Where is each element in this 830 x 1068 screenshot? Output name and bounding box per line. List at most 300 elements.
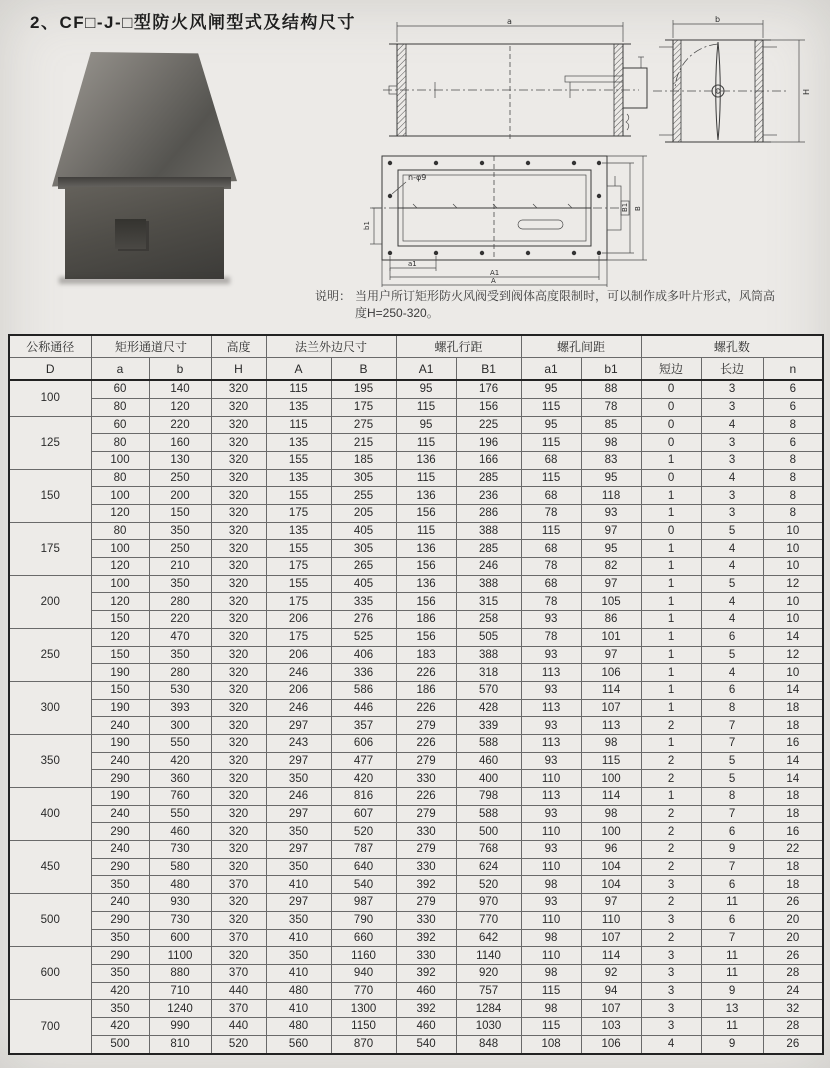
value-cell: 97 [581,522,641,540]
value-cell: 175 [331,398,396,416]
value-cell: 100 [91,487,149,505]
value-cell: 4 [701,558,763,576]
value-cell: 586 [331,681,396,699]
value-cell: 98 [581,734,641,752]
value-cell: 140 [149,380,211,398]
value-cell: 136 [396,487,456,505]
value-cell: 5 [701,770,763,788]
drawing-front-view [647,14,819,150]
value-cell: 1 [641,487,701,505]
value-cell: 2 [641,823,701,841]
value-cell: 3 [641,964,701,982]
value-cell: 186 [396,681,456,699]
table-row [9,734,823,752]
note-label: 说明： [315,289,352,303]
value-cell: 279 [396,841,456,859]
value-cell: 1100 [149,947,211,965]
value-cell: 96 [581,841,641,859]
value-cell: 320 [211,416,266,434]
value-cell: 392 [396,964,456,982]
svg-text:B: B [634,206,642,211]
value-cell: 1 [641,699,701,717]
value-cell: 18 [763,805,823,823]
diameter-cell: 450 [9,841,91,894]
value-cell: 150 [91,611,149,629]
table-row [9,505,823,523]
value-cell: 1240 [149,1000,211,1018]
value-cell: 606 [331,734,396,752]
value-cell: 6 [701,628,763,646]
value-cell: 115 [521,1017,581,1035]
value-cell: 114 [581,788,641,806]
value-cell: 297 [266,752,331,770]
svg-text:H: H [802,88,811,95]
value-cell: 250 [149,540,211,558]
drawing-flange-view [363,146,668,288]
value-cell: 350 [266,823,331,841]
value-cell: 279 [396,894,456,912]
value-cell: 18 [763,788,823,806]
value-cell: 155 [266,575,331,593]
table-row [9,911,823,929]
value-cell: 3 [701,434,763,452]
table-row [9,1035,823,1054]
value-cell: 115 [521,469,581,487]
value-cell: 320 [211,805,266,823]
value-cell: 120 [149,398,211,416]
value-cell: 200 [149,487,211,505]
value-cell: 115 [521,434,581,452]
value-cell: 315 [456,593,521,611]
value-cell: 1 [641,681,701,699]
table-row [9,628,823,646]
diameter-cell: 600 [9,947,91,1000]
value-cell: 83 [581,451,641,469]
table-row [9,593,823,611]
value-cell: 460 [149,823,211,841]
value-cell: 185 [331,451,396,469]
value-cell: 370 [211,964,266,982]
value-cell: 156 [456,398,521,416]
value-cell: 320 [211,575,266,593]
value-cell: 880 [149,964,211,982]
value-cell: 540 [396,1035,456,1054]
value-cell: 3 [701,398,763,416]
value-cell: 520 [456,876,521,894]
value-cell: 10 [763,593,823,611]
value-cell: 3 [641,1017,701,1035]
value-cell: 0 [641,416,701,434]
value-cell: 370 [211,929,266,947]
value-cell: 640 [331,858,396,876]
diameter-cell: 500 [9,894,91,947]
value-cell: 115 [266,416,331,434]
value-cell: 350 [91,929,149,947]
value-cell: 205 [331,505,396,523]
svg-text:a: a [507,17,512,26]
value-cell: 350 [149,646,211,664]
value-cell: 320 [211,505,266,523]
value-cell: 100 [91,540,149,558]
value-cell: 16 [763,823,823,841]
value-cell: 470 [149,628,211,646]
value-cell: 115 [521,398,581,416]
value-cell: 1 [641,734,701,752]
value-cell: 243 [266,734,331,752]
value-cell: 970 [456,894,521,912]
value-cell: 80 [91,469,149,487]
value-cell: 120 [91,505,149,523]
value-cell: 94 [581,982,641,1000]
value-cell: 10 [763,522,823,540]
svg-text:a1: a1 [408,260,417,268]
value-cell: 500 [91,1035,149,1054]
value-cell: 525 [331,628,396,646]
table-row [9,380,823,398]
value-cell: 115 [521,982,581,1000]
value-cell: 135 [266,434,331,452]
value-cell: 115 [396,434,456,452]
value-cell: 78 [521,505,581,523]
value-cell: 220 [149,611,211,629]
value-cell: 848 [456,1035,521,1054]
value-cell: 68 [521,487,581,505]
header-hole-count: 螺孔数 [641,335,823,358]
value-cell: 320 [211,681,266,699]
value-cell: 330 [396,770,456,788]
value-cell: 290 [91,858,149,876]
value-cell: 86 [581,611,641,629]
value-cell: 320 [211,858,266,876]
value-cell: 100 [91,451,149,469]
diameter-cell: 250 [9,628,91,681]
value-cell: 156 [396,505,456,523]
value-cell: 155 [266,540,331,558]
value-cell: 279 [396,717,456,735]
value-cell: 446 [331,699,396,717]
header-flange-size: 法兰外边尺寸 [266,335,396,358]
value-cell: 26 [763,894,823,912]
value-cell: 405 [331,522,396,540]
value-cell: 11 [701,1017,763,1035]
value-cell: 226 [396,734,456,752]
value-cell: 480 [266,982,331,1000]
table-row [9,805,823,823]
value-cell: 339 [456,717,521,735]
table-row [9,575,823,593]
value-cell: 18 [763,858,823,876]
value-cell: 330 [396,947,456,965]
value-cell: 305 [331,469,396,487]
value-cell: 624 [456,858,521,876]
value-cell: 1 [641,664,701,682]
dimension-a1 [390,256,436,271]
header-group-row [9,335,823,358]
value-cell: 115 [396,398,456,416]
table-row [9,487,823,505]
value-cell: 410 [266,964,331,982]
value-cell: 318 [456,664,521,682]
value-cell: 246 [266,699,331,717]
value-cell: 7 [701,858,763,876]
value-cell: 98 [521,929,581,947]
value-cell: 330 [396,823,456,841]
value-cell: 297 [266,805,331,823]
value-cell: 3 [641,1000,701,1018]
value-cell: 770 [331,982,396,1000]
value-cell: 93 [521,611,581,629]
value-cell: 320 [211,664,266,682]
value-cell: 392 [396,929,456,947]
value-cell: 20 [763,911,823,929]
value-cell: 320 [211,734,266,752]
value-cell: 580 [149,858,211,876]
value-cell: 0 [641,469,701,487]
value-cell: 286 [456,505,521,523]
value-cell: 190 [91,788,149,806]
value-cell: 350 [266,911,331,929]
value-cell: 5 [701,522,763,540]
page-title: 2、CF□-J-□型防火风闸型式及结构尺寸 [30,13,356,32]
value-cell: 6 [763,398,823,416]
value-cell: 93 [521,681,581,699]
value-cell: 1 [641,451,701,469]
header-D: D [9,358,91,381]
value-cell: 428 [456,699,521,717]
value-cell: 135 [266,398,331,416]
value-cell: 290 [91,823,149,841]
value-cell: 330 [396,911,456,929]
value-cell: 320 [211,788,266,806]
value-cell: 175 [266,593,331,611]
value-cell: 18 [763,876,823,894]
value-cell: 3 [701,487,763,505]
value-cell: 816 [331,788,396,806]
value-cell: 240 [91,717,149,735]
value-cell: 940 [331,964,396,982]
value-cell: 1 [641,788,701,806]
value-cell: 196 [456,434,521,452]
value-cell: 20 [763,929,823,947]
value-cell: 1 [641,646,701,664]
diameter-cell: 300 [9,681,91,734]
value-cell: 8 [763,416,823,434]
value-cell: 97 [581,646,641,664]
value-cell: 480 [149,876,211,894]
value-cell: 357 [331,717,396,735]
value-cell: 93 [521,805,581,823]
value-cell: 24 [763,982,823,1000]
header-b: b [149,358,211,381]
value-cell: 11 [701,894,763,912]
value-cell: 2 [641,929,701,947]
value-cell: 1030 [456,1017,521,1035]
value-cell: 388 [456,646,521,664]
value-cell: 275 [331,416,396,434]
note-line2: 度H=250-320。 [355,306,439,320]
value-cell: 16 [763,734,823,752]
value-cell: 68 [521,451,581,469]
value-cell: 300 [149,717,211,735]
value-cell: 210 [149,558,211,576]
svg-text:B1: B1 [621,202,629,212]
value-cell: 530 [149,681,211,699]
value-cell: 6 [763,434,823,452]
value-cell: 14 [763,752,823,770]
value-cell: 113 [521,664,581,682]
value-cell: 320 [211,823,266,841]
value-cell: 13 [701,1000,763,1018]
value-cell: 1 [641,505,701,523]
table-row [9,947,823,965]
value-cell: 26 [763,947,823,965]
table-row [9,929,823,947]
value-cell: 4 [701,469,763,487]
value-cell: 350 [91,876,149,894]
table-row [9,964,823,982]
value-cell: 393 [149,699,211,717]
value-cell: 320 [211,770,266,788]
value-cell: 246 [266,788,331,806]
value-cell: 320 [211,699,266,717]
value-cell: 642 [456,929,521,947]
value-cell: 760 [149,788,211,806]
photo-louver [115,219,146,249]
value-cell: 97 [581,894,641,912]
value-cell: 480 [266,1017,331,1035]
value-cell: 135 [266,469,331,487]
value-cell: 105 [581,593,641,611]
value-cell: 1300 [331,1000,396,1018]
header-a: a [91,358,149,381]
header-a1: a1 [521,358,581,381]
value-cell: 93 [521,717,581,735]
value-cell: 6 [701,911,763,929]
value-cell: 5 [701,575,763,593]
value-cell: 113 [521,734,581,752]
value-cell: 570 [456,681,521,699]
value-cell: 400 [456,770,521,788]
value-cell: 388 [456,575,521,593]
value-cell: 540 [331,876,396,894]
value-cell: 1 [641,540,701,558]
svg-text:A1: A1 [490,269,500,277]
value-cell: 3 [701,451,763,469]
value-cell: 320 [211,911,266,929]
value-cell: 240 [91,894,149,912]
value-cell: 78 [521,593,581,611]
header-height: 高度 [211,335,266,358]
value-cell: 460 [456,752,521,770]
value-cell: 1140 [456,947,521,965]
value-cell: 78 [521,558,581,576]
table-row [9,451,823,469]
value-cell: 6 [763,380,823,398]
table-row [9,469,823,487]
value-cell: 206 [266,611,331,629]
value-cell: 1 [641,575,701,593]
value-cell: 60 [91,416,149,434]
value-cell: 297 [266,717,331,735]
value-cell: 787 [331,841,396,859]
value-cell: 176 [456,380,521,398]
value-cell: 810 [149,1035,211,1054]
value-cell: 290 [91,911,149,929]
value-cell: 320 [211,947,266,965]
note-line1: 当用户所订矩形防火风阀受到阀体高度限制时，可以制作成多叶片形式，风筒高 [355,289,776,303]
value-cell: 93 [521,646,581,664]
diameter-cell: 175 [9,522,91,575]
value-cell: 95 [396,416,456,434]
value-cell: 78 [521,628,581,646]
value-cell: 660 [331,929,396,947]
value-cell: 88 [581,380,641,398]
value-cell: 258 [456,611,521,629]
value-cell: 320 [211,717,266,735]
value-cell: 7 [701,929,763,947]
header-b1: b1 [581,358,641,381]
value-cell: 108 [521,1035,581,1054]
diameter-cell: 400 [9,788,91,841]
value-cell: 80 [91,398,149,416]
value-cell: 560 [266,1035,331,1054]
value-cell: 95 [396,380,456,398]
value-cell: 0 [641,434,701,452]
value-cell: 405 [331,575,396,593]
value-cell: 82 [581,558,641,576]
value-cell: 85 [581,416,641,434]
header-B: B [331,358,396,381]
value-cell: 3 [641,947,701,965]
value-cell: 320 [211,558,266,576]
value-cell: 236 [456,487,521,505]
value-cell: 3 [701,380,763,398]
table-row [9,1017,823,1035]
value-cell: 279 [396,805,456,823]
value-cell: 6 [701,681,763,699]
value-cell: 110 [521,858,581,876]
value-cell: 505 [456,628,521,646]
value-cell: 226 [396,664,456,682]
value-cell: 95 [521,380,581,398]
value-cell: 115 [266,380,331,398]
value-cell: 420 [91,982,149,1000]
value-cell: 3 [641,982,701,1000]
value-cell: 186 [396,611,456,629]
table-row [9,540,823,558]
value-cell: 440 [211,1017,266,1035]
value-cell: 9 [701,1035,763,1054]
value-cell: 1 [641,558,701,576]
table-row [9,416,823,434]
value-cell: 3 [701,505,763,523]
diameter-cell: 350 [9,734,91,787]
value-cell: 10 [763,558,823,576]
value-cell: 183 [396,646,456,664]
value-cell: 195 [331,380,396,398]
value-cell: 14 [763,681,823,699]
value-cell: 12 [763,646,823,664]
value-cell: 104 [581,876,641,894]
value-cell: 18 [763,717,823,735]
value-cell: 990 [149,1017,211,1035]
header-H: H [211,358,266,381]
value-cell: 92 [581,964,641,982]
value-cell: 7 [701,717,763,735]
value-cell: 798 [456,788,521,806]
value-cell: 225 [456,416,521,434]
value-cell: 246 [266,664,331,682]
